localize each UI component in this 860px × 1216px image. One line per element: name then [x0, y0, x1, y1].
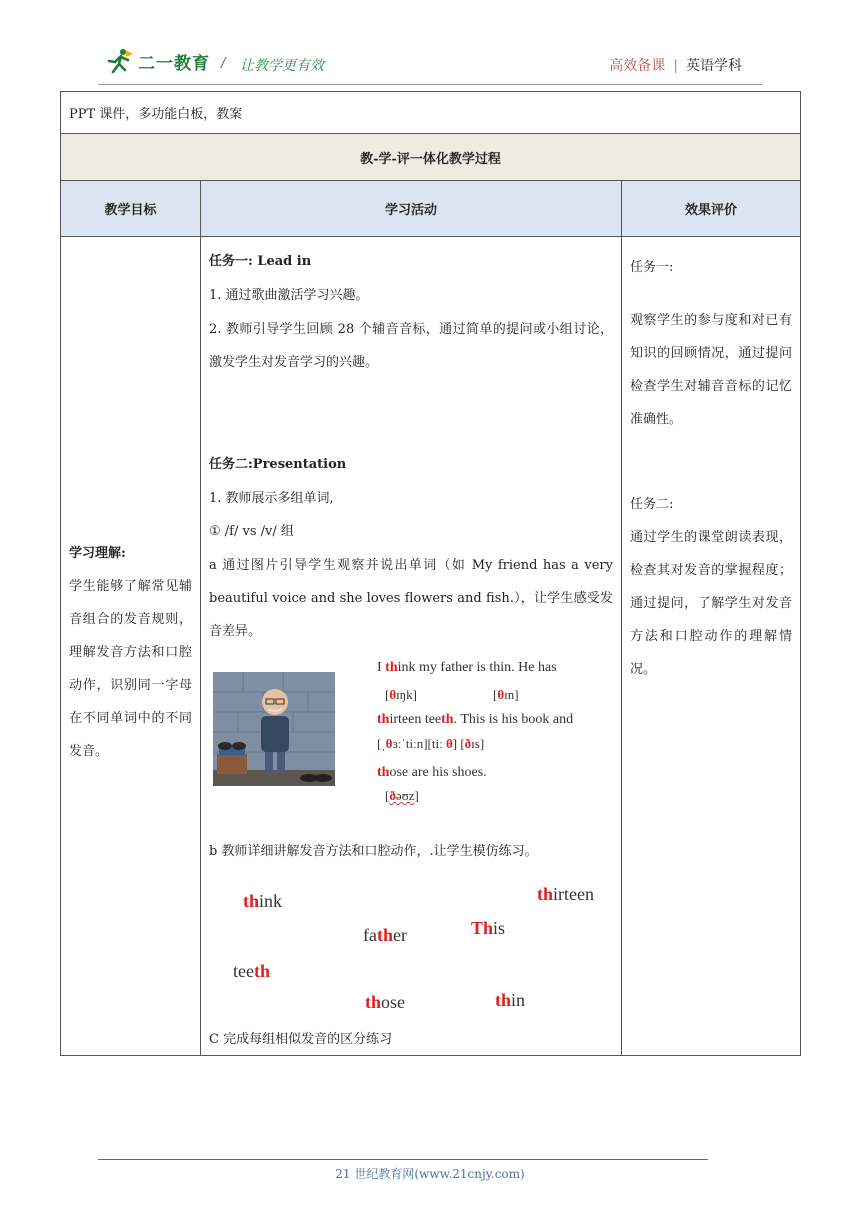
word-those: those [365, 992, 406, 1012]
activity-cell [201, 237, 622, 1056]
logo [106, 48, 210, 74]
word-thirteen: thirteen [537, 884, 594, 904]
phonetic-line-2: [ˌθɜːˈtiːn][tiː θ] [ðɪs] [377, 736, 485, 751]
word-think: think [243, 891, 283, 911]
col-header-goal: 教学目标 [61, 181, 201, 237]
task2-title: 任务二:Presentation [209, 457, 347, 472]
eval-task1-text: 观察学生的参与度和对已有知识的回顾情况，通过提问检查学生对辅音音标的记忆准确性。 [630, 313, 792, 427]
header-rule [98, 84, 762, 85]
phonetic-those: [ðəʊz] [385, 788, 419, 803]
sentence-3: those are his shoes. [377, 765, 487, 780]
task2-item-a: a 通过图片引导学生观察并说出单词（如 My friend has a very beautiful voice and she loves flowers and fish.），让学生感受发音差异。 [209, 558, 613, 639]
word-father: father [363, 925, 407, 945]
runner-logo-icon [106, 48, 134, 74]
task1-item1: 1. 通过歌曲激活学习兴趣。 [209, 288, 369, 303]
grandfather-illustration [213, 672, 335, 786]
footer-rule [98, 1159, 708, 1160]
task2-item-b: b 教师详细讲解发音方法和口腔动作，.让学生模仿练习。 [209, 844, 538, 859]
eval-task1-label: 任务一: [630, 260, 674, 275]
header-label-prep: 高效备课 [609, 58, 666, 74]
page-header [0, 0, 860, 90]
tools-cell: PPT 课件，多功能白板，教案 [61, 92, 801, 134]
phonetic-thin: [θɪn] [493, 687, 519, 702]
lesson-table [60, 91, 801, 1056]
word-thin: thin [495, 990, 526, 1010]
footer-text: 21 世纪教育网(www.21cnjy.com) [335, 1167, 525, 1181]
sentence-2: thirteen teeth. This is his book and [377, 712, 574, 727]
task2-item1: 1. 教师展示多组单词, [209, 491, 334, 506]
header-divider: / [221, 56, 226, 71]
header-separator: | [673, 58, 678, 74]
task2-item-c: C 完成每组相似发音的区分练习 [209, 1032, 393, 1047]
task1-item2: 2. 教师引导学生回顾 28 个辅音音标，通过简单的提问或小组讨论，激发学生对发音学习的兴趣。 [209, 322, 613, 370]
header-right [609, 55, 742, 75]
col-header-evaluation: 效果评价 [622, 181, 801, 237]
task2-group: ① /f/ vs /v/ 组 [209, 524, 294, 539]
phonetic-think: [θɪŋk] [385, 687, 418, 702]
section-title: 教-学-评一体化教学过程 [61, 134, 801, 181]
word-this: This [471, 918, 506, 938]
sentence-1: I think my father is thin. He has [377, 660, 557, 675]
col-header-activity: 学习活动 [201, 181, 622, 237]
word-teeth: teeth [233, 961, 270, 981]
eval-task2-label: 任务二: [630, 497, 674, 512]
evaluation-cell [622, 237, 801, 1056]
goal-text: 学生能够了解常见辅音组合的发音规则，理解发音方法和口腔动作，识别同一字母在不同单词中的不同发音。 [69, 579, 192, 759]
goal-heading: 学习理解: [69, 546, 126, 561]
eval-task2-text: 通过学生的课堂朗读表现，检查其对发音的掌握程度；通过提问，了解学生对发音方法和口腔动作的理解情况。 [630, 530, 792, 677]
header-tagline: 让教学更有效 [240, 58, 324, 74]
task1-title: 任务一: Lead in [209, 254, 312, 269]
goal-cell [61, 237, 201, 1056]
header-label-subject: 英语学科 [686, 58, 742, 74]
logo-text: 二一教育 [138, 53, 210, 74]
